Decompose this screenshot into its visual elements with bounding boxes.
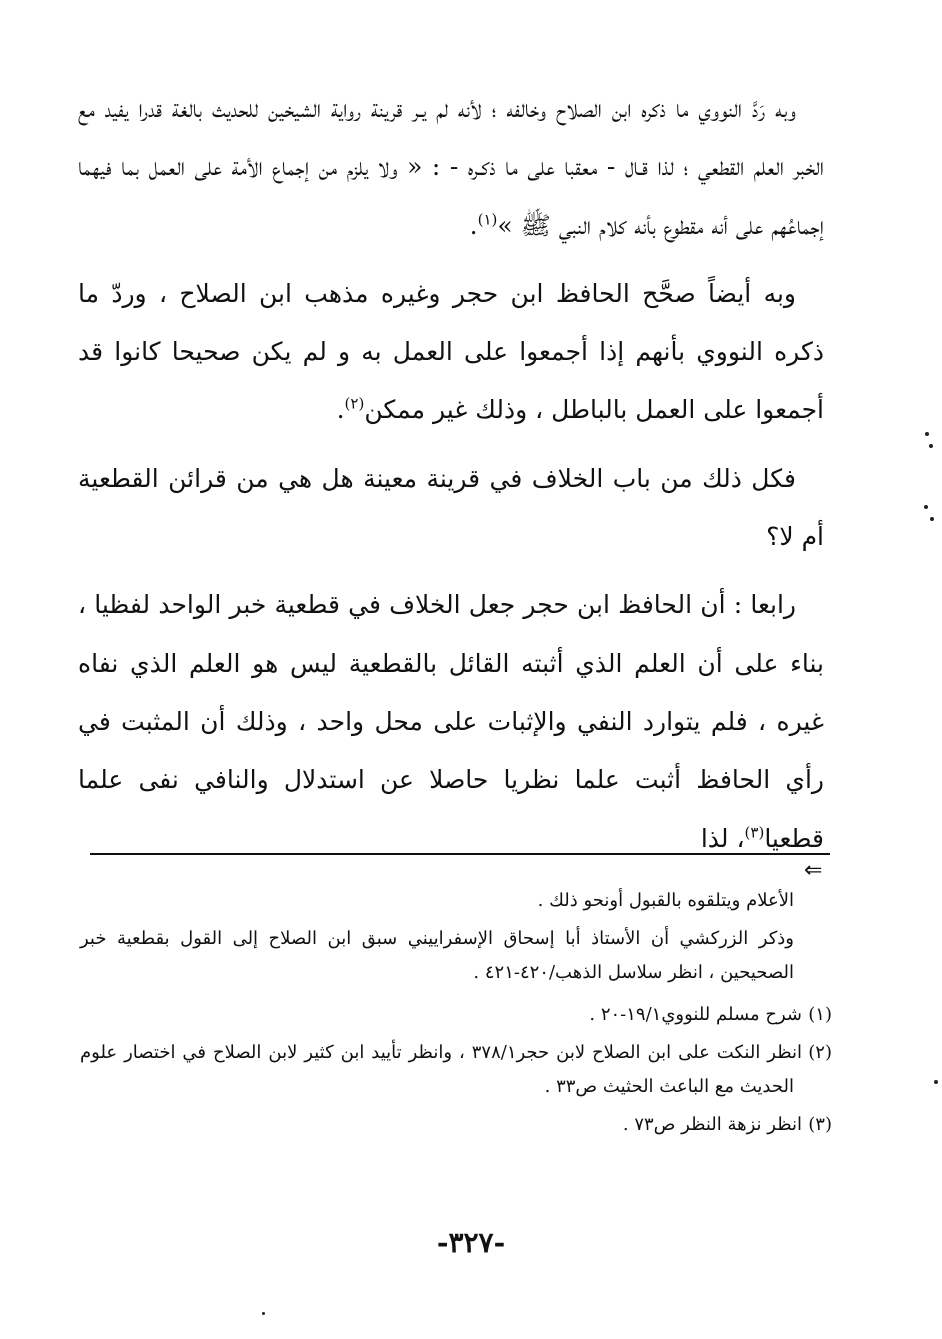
paragraph-3: [78, 450, 824, 567]
paragraph-2-tail: .: [336, 395, 345, 425]
paragraph-4-tail: ، لذا: [700, 823, 745, 853]
footnote-3: [80, 1108, 832, 1142]
main-text: [78, 80, 824, 868]
footnote-2-text: انظر النكت على ابن الصلاح لابن حجر٣٧٨/١ ، وانظر تأييد ابن كثير لابن الصلاح في اختصار علوم الحديث مع الباعث الحثيث ص٣٣ .: [80, 1042, 802, 1097]
paragraph-2-text: وبه أيضاً صحَّح الحافظ ابن حجر وغيره مذهب ابن الصلاح ، وردّ ما ذكره النووي بأنهم إذا أجمعوا على العمل به و لم يكن صحيحا كانوا قد أجمعوا على العمل بالباطل ، وذلك غير ممكن: [78, 278, 824, 425]
page-number: -٣٢٧-: [436, 1226, 506, 1259]
footnote-3-number: (٣): [808, 1114, 832, 1135]
footnote-separator: [90, 853, 830, 855]
scan-speck: [925, 432, 929, 436]
footnote-2-number: (٢): [808, 1042, 832, 1063]
paragraph-2: [78, 265, 824, 440]
paragraph-1-text: وبه رَدَّ النووي ما ذكره ابن الصلاح وخالفه ؛ لأنه لم يـر قرينة رواية الشيخين للحديث بالغة قدرا يفيد مع الخبر العلم القطعي ؛ لذا قـال - معقبا على ما ذكـره - : « ولا يلزم من إجماع الأمة على العمل بما فيهما إجماعُهم على أنه مقطوع بأنه كلام النبي ﷺ »: [78, 94, 824, 240]
footnote-3-text: انظر نزهة النظر ص٧٣ .: [622, 1114, 802, 1135]
continuation-arrow-icon: ⇐: [804, 858, 823, 883]
footnote-1: [80, 998, 832, 1032]
footnote-2: [80, 1036, 832, 1104]
footnote-carryover-1: الأعلام ويتلقوه بالقبول أونحو ذلك .: [537, 890, 794, 911]
footnote-ref-3[interactable]: (٣): [744, 823, 765, 842]
paragraph-3-text: فكل ذلك من باب الخلاف في قرينة معينة هل هي من قرائن القطعية أم لا؟: [78, 463, 824, 552]
footnote-carryover-2: وذكر الزركشي أن الأستاذ أبا إسحاق الإسفراييني سبق ابن الصلاح إلى القول بقطعية خبر الصحيحين ، انظر سلاسل الذهب/٤٢٠-٤٢١ .: [80, 928, 794, 983]
footnote-ref-1[interactable]: (١): [477, 210, 498, 229]
footnote-1-number: (١): [808, 1004, 832, 1025]
footnote-1-text: شرح مسلم للنووي١٩/١-٢٠ .: [589, 1004, 802, 1025]
paragraph-4-text: رابعا : أن الحافظ ابن حجر جعل الخلاف في قطعية خبر الواحد لفظيا ، بناء على أن العلم الذي أثبته القائل بالقطعية ليس هو العلم الذي نفاه غيره ، فلم يتوارد النفي والإثبات على محل واحد ، وذلك أن المثبت في رأي الحافظ أثبت علما نظريا حاصلا عن استدلال والنافي نفى علما قطعيا: [78, 590, 824, 853]
scan-speck: [934, 1080, 938, 1084]
footnote-ref-2[interactable]: (٢): [344, 395, 365, 414]
scan-speck: [924, 505, 928, 509]
footnotes: [80, 884, 832, 1142]
scan-speck: [929, 444, 933, 448]
paragraph-1-tail: .: [469, 210, 478, 240]
scan-speck: [930, 517, 934, 521]
paragraph-1: [78, 80, 824, 255]
paragraph-4: [78, 576, 824, 867]
scan-speck: [262, 1312, 265, 1315]
